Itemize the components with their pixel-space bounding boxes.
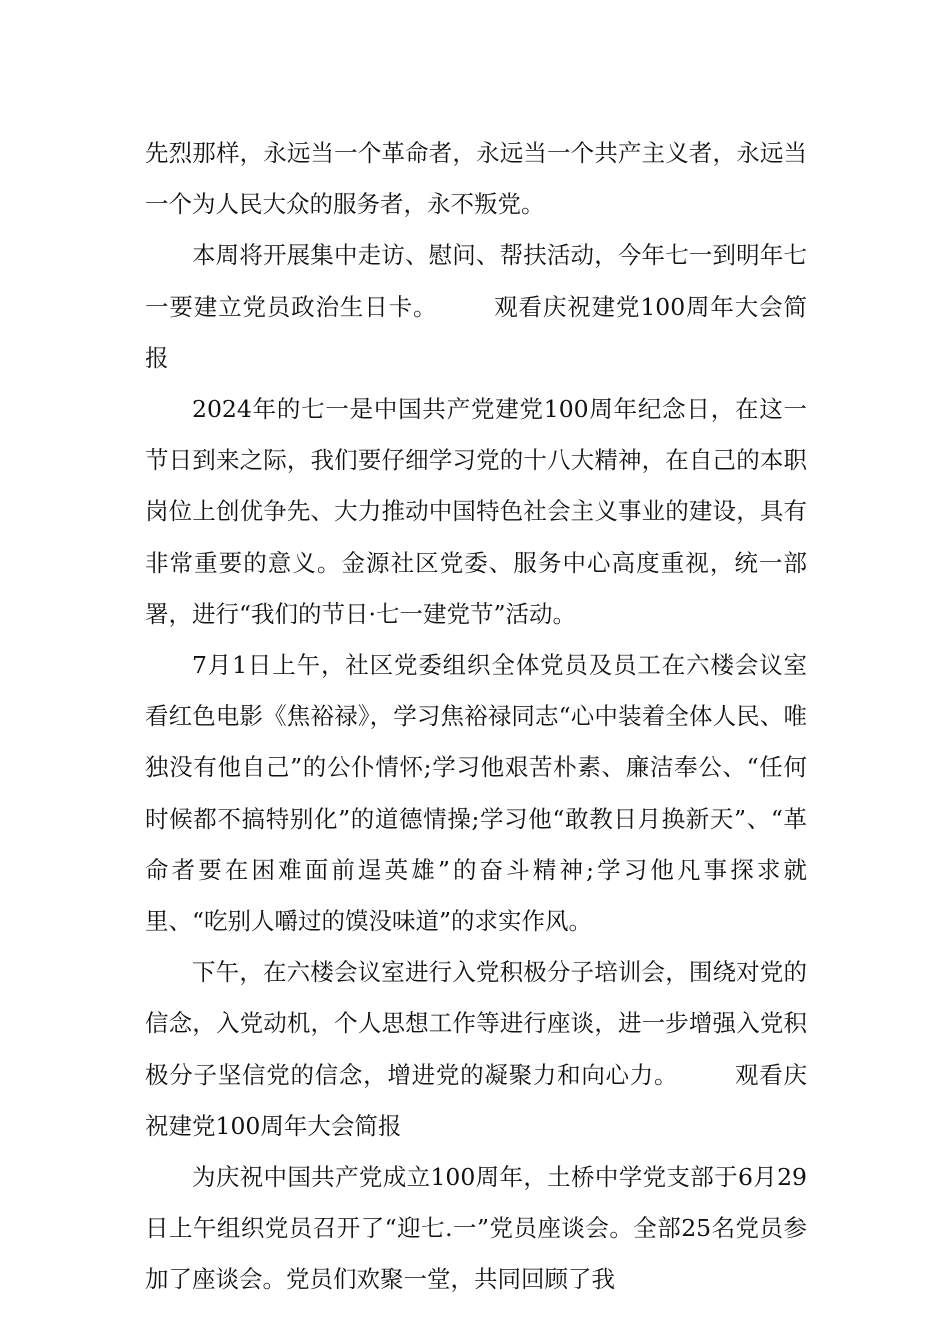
- paragraph-2-text: 本周将开展集中走访、慰问、帮扶活动，今年七一到明年七一要建立党员政治生日卡。: [145, 241, 807, 321]
- inline-heading-2: 观看庆祝建党100周年大会简报: [145, 1060, 808, 1140]
- paragraph-4-text: 7月1日上午，社区党委组织全体党员及员工在六楼会议室看红色电影《焦裕禄》，学习焦裕禄同志“心中装着全体人民、唯独没有他自己”的公仆情怀;学习他艰苦朴素、廉洁奉公、“任何时候都不搞特别化”的道德情操;学习他“敢教日月换新天”、“革命者要在困难面前逞英雄”的奋斗精神;学习他凡事探求就里、“吃别人嚼过的馍没味道”的求实作风。: [145, 651, 807, 936]
- inline-heading-1: 观看庆祝建党100周年大会简报: [145, 292, 808, 372]
- paragraph-1-text: 先烈那样，永远当一个革命者，永远当一个共产主义者，永远当一个为人民大众的服务者，永不叛党。: [145, 139, 807, 219]
- document-body: [145, 128, 807, 1306]
- paragraph-3-text: 2024年的七一是中国共产党建党100周年纪念日，在这一节日到来之际，我们要仔细学习党的十八大精神，在自己的本职岗位上创优争先、大力推动中国特色社会主义事业的建设，具有非常重要的意义。金源社区党委、服务中心高度重视，统一部署，进行“我们的节日·七一建党节”活动。: [145, 395, 807, 628]
- paragraph-6-text: 为庆祝中国共产党成立100周年，土桥中学党支部于6月29日上午组织党员召开了“迎七.一”党员座谈会。全部25名党员参加了座谈会。党员们欢聚一堂，共同回顾了我: [145, 1163, 807, 1294]
- paragraph-5: [145, 947, 807, 1152]
- paragraph-2: [145, 230, 807, 384]
- paragraph-5-text: 下午，在六楼会议室进行入党积极分子培训会，围绕对党的信念，入党动机，个人思想工作等进行座谈，进一步增强入党积极分子坚信党的信念，增进党的凝聚力和向心力。: [145, 958, 807, 1089]
- paragraph-6: [145, 1152, 807, 1306]
- paragraph-4: [145, 640, 807, 947]
- paragraph-1: [145, 128, 807, 230]
- paragraph-3: [145, 384, 807, 640]
